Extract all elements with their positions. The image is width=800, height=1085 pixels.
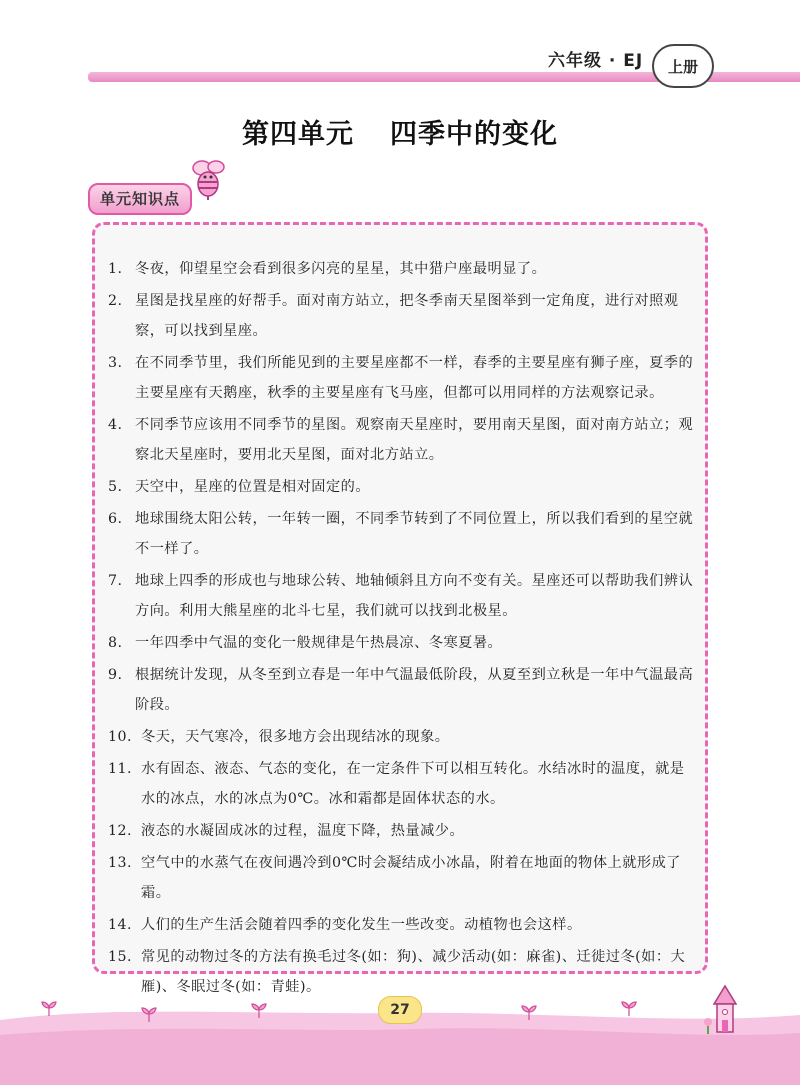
volume-badge [652,44,714,88]
section-tag [88,183,192,215]
unit-number: 第四单元 [242,119,354,150]
list-item: 12. 液态的水凝固成冰的过程，温度下降，热量减少。 [108,823,465,839]
list-item: 10. 冬天，天气寒冷，很多地方会出现结冰的现象。 [108,729,450,745]
list-item: 4. 不同季节应该用不同季节的星图。观察南天星座时，要用南天星图，面对南方站立；观察北天星座时，要用北天星图，面对北方站立。 [108,417,694,463]
list-item: 13. 空气中的水蒸气在夜间遇冷到0℃时会凝结成小冰晶，附着在地面的物体上就形成了霜。 [108,855,681,901]
unit-name: 四季中的变化 [390,119,558,150]
list-item: 7. 地球上四季的形成也与地球公转、地轴倾斜且方向不变有关。星座还可以帮助我们辨认方向。利用大熊星座的北斗七星，我们就可以找到北极星。 [108,573,694,619]
section-tag-label: 单元知识点 [100,190,181,208]
list-item: 9. 根据统计发现，从冬至到立春是一年中气温最低阶段，从夏至到立秋是一年中气温最高阶段。 [108,667,694,713]
grade-label: 六年级 · EJ [548,51,644,71]
sprout-icon [140,1006,158,1022]
list-item: 3. 在不同季节里，我们所能见到的主要星座都不一样，春季的主要星座有狮子座，夏季的主要星座有天鹅座，秋季的主要星座有飞马座，但都可以用同样的方法观察记录。 [108,355,694,401]
sprout-icon [250,1002,268,1018]
list-item: 1. 冬夜，仰望星空会看到很多闪亮的星星，其中猎户座最明显了。 [108,261,547,277]
sprout-icon [620,1000,638,1016]
list-item: 14. 人们的生产生活会随着四季的变化发生一些改变。动植物也会这样。 [108,917,582,933]
page-number [378,996,422,1024]
sprout-icon [520,1004,538,1020]
page-number-label: 27 [390,1002,410,1018]
knowledge-points-list [108,254,698,1004]
castle-icon [700,982,750,1034]
page-title [0,112,800,151]
sprout-icon [40,1000,58,1016]
volume-label: 上册 [667,57,698,76]
list-item: 6. 地球围绕太阳公转，一年转一圈，不同季节转到了不同位置上，所以我们看到的星空就不一样了。 [108,511,694,557]
list-item: 8. 一年四季中气温的变化一般规律是午热晨凉、冬寒夏暑。 [108,635,503,651]
list-item: 15. 常见的动物过冬的方法有换毛过冬(如：狗)、减少活动(如：麻雀)、迁徙过冬(如：大雁)、冬眠过冬(如：青蛙)。 [108,949,686,995]
list-item: 2. 星图是找星座的好帮手。面对南方站立，把冬季南天星图举到一定角度，进行对照观察，可以找到星座。 [108,293,679,339]
bee-icon [188,158,228,200]
list-item: 11. 水有固态、液态、气态的变化，在一定条件下可以相互转化。水结冰时的温度，就是水的冰点，水的冰点为0℃。冰和霜都是固体状态的水。 [108,761,685,807]
list-item: 5. 天空中，星座的位置是相对固定的。 [108,479,371,495]
